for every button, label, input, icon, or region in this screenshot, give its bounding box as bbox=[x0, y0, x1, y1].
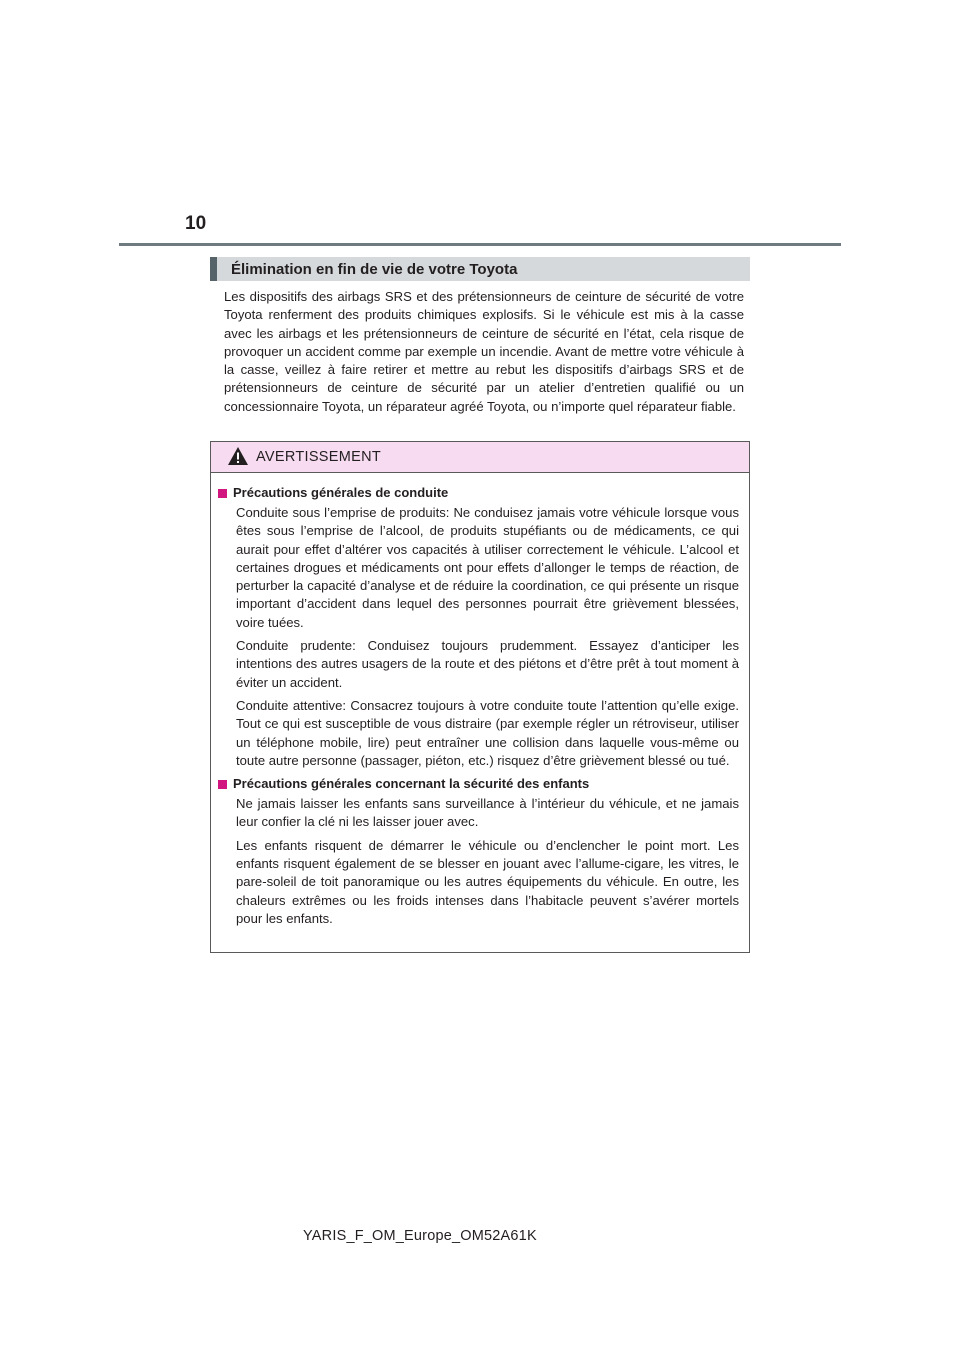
warning-box bbox=[210, 441, 750, 953]
item-paragraph: Conduite sous l’emprise de produits: Ne conduisez jamais votre véhicule lorsque vous êtes sous l’emprise de l’alcool, de produits stupéfiants ou de médicaments, ce qui aurait pour effet d’altérer vos capacités à utiliser correctement le véhicule. L’alcool et certaines drogues et médicaments ont pour effets d’allonger le temps de réaction, de perturber la capacité d’analyse et de réduire la coordination, ce qui présente un risque important d’accident dans lequel des personnes pourrait être grièvement blessées, voire tuées. bbox=[236, 505, 739, 630]
header-rule bbox=[119, 243, 841, 246]
warning-item-children bbox=[218, 775, 739, 928]
item-paragraph: Conduite attentive: Consacrez toujours à votre conduite toute l’attention qu’elle exige. Tout ce qui est susceptible de vous distraire (par exemple régler un rétroviseur, utiliser un téléphone mobile, lire) peut entraîner une collision dans laquelle vous-même ou toute autre personne (passager, piéton, etc.) risquez d’être grièvement blessé ou tué. bbox=[236, 697, 739, 768]
item-heading bbox=[218, 484, 739, 502]
warning-body bbox=[211, 473, 749, 928]
square-bullet-icon bbox=[218, 780, 227, 789]
square-bullet-icon bbox=[218, 489, 227, 498]
footer-code: YARIS_F_OM_Europe_OM52A61K bbox=[303, 1228, 537, 1244]
item-heading-text: Précautions générales concernant la sécurité des enfants bbox=[233, 776, 590, 792]
warning-triangle-icon bbox=[227, 446, 249, 466]
item-paragraph: Ne jamais laisser les enfants sans surveillance à l’intérieur du véhicule, et ne jamais leur confier la clé ni les laisser jouer avec. bbox=[236, 796, 739, 830]
section-heading bbox=[210, 257, 750, 281]
item-heading bbox=[218, 775, 739, 793]
section-title: Élimination en fin de vie de votre Toyota bbox=[231, 260, 518, 278]
item-heading-text: Précautions générales de conduite bbox=[233, 485, 449, 500]
item-paragraph: Conduite prudente: Conduisez toujours prudemment. Essayez d’anticiper les intentions des autres usagers de la route et des piétons et d’être prêt à tout moment à éviter un accident. bbox=[236, 638, 739, 690]
warning-item-driving bbox=[218, 484, 739, 770]
page-number: 10 bbox=[185, 213, 207, 234]
warning-header bbox=[211, 442, 749, 473]
intro-paragraph: Les dispositifs des airbags SRS et des prétensionneurs de ceinture de sécurité de votre Toyota renferment des produits chimiques explosifs. Si le véhicule est mis à la casse avec les airbags et les prétensionneurs de ceinture de sécurité en l’état, cela risque de provoquer un accident comme par exemple un incendie. Avant de mettre votre véhicule à la casse, veillez à faire retirer et mettre au rebut les dispositifs d’airbags SRS et de prétensionneurs de ceinture de sécurité par un atelier d’entretien qualifié ou un concessionnaire Toyota, un réparateur agréé Toyota, ou n’importe quel réparateur fiable. bbox=[224, 289, 744, 414]
item-paragraph: Les enfants risquent de démarrer le véhicule ou d’enclencher le point mort. Les enfants risquent également de se blesser en jouant avec l’allume-cigare, les vitres, le pare-soleil de toit panoramique ou les autres équipements du véhicule. En outre, les chaleurs extrêmes ou les froids intenses dans l’habitacle peuvent s’avérer mortels pour les enfants. bbox=[236, 837, 739, 926]
warning-title: AVERTISSEMENT bbox=[256, 449, 382, 465]
